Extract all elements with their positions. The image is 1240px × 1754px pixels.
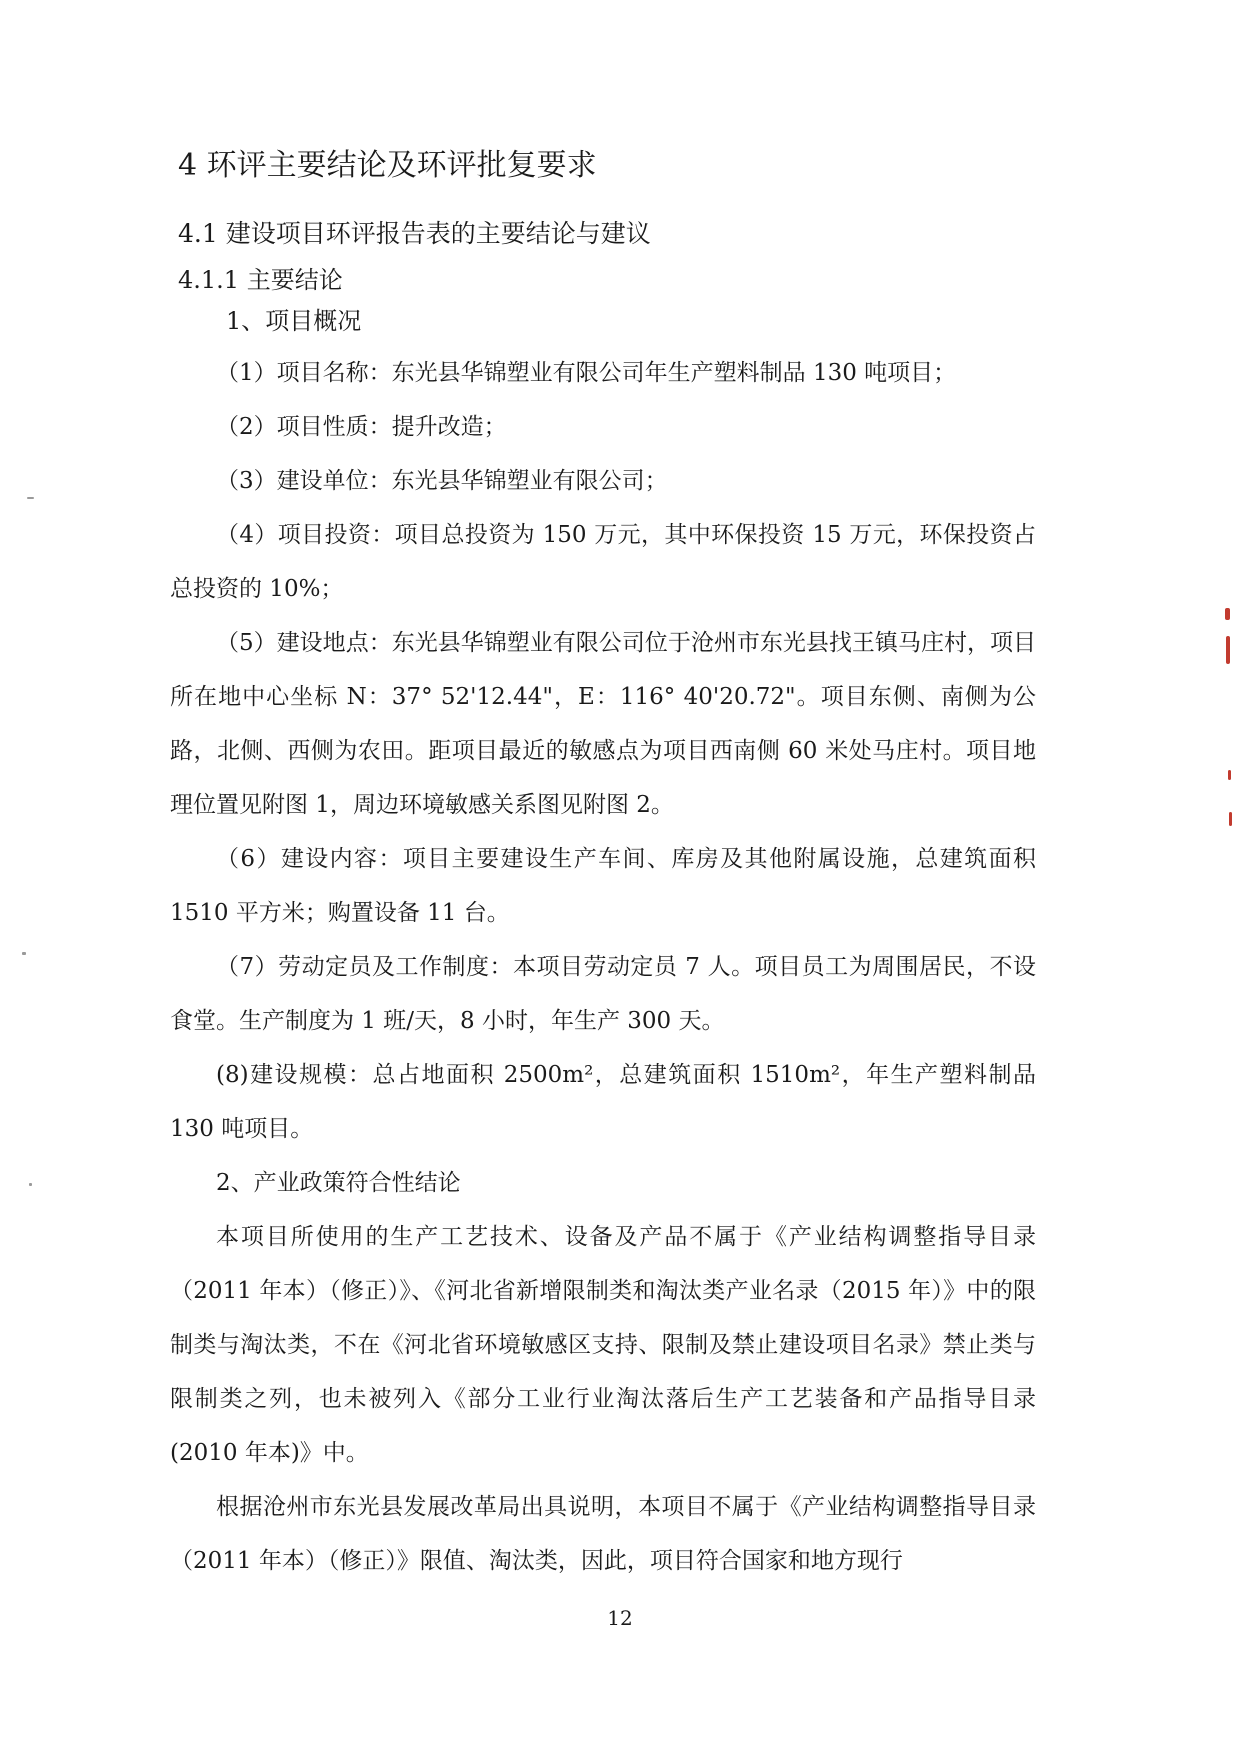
chapter-heading: 4 环评主要结论及环评批复要求	[178, 148, 597, 183]
paragraph-project-nature: （2）项目性质：提升改造；	[216, 414, 507, 440]
paragraph-policy: 本项目所使用的生产工艺技术、设备及产品不属于《产业结构调整指导目录（2011 年本）（修正）》、《河北省新增限制类和淘汰类产业名录（2015 年）》中的限制类与淘汰类，不在《河北省环境敏感区支持、限制及禁止建设项目名录》禁止类与限制类之列，也未被列入《部分工业行业淘汰落后生产工艺装备和产品指导目录(2010 年本)》中。	[170, 1224, 1036, 1466]
paragraph-policy-continued: 根据沧州市东光县发展改革局出具说明，本项目不属于《产业结构调整指导目录（2011 年本）（修正）》限值、淘汰类，因此，项目符合国家和地方现行	[170, 1494, 1036, 1574]
paragraph-construction-unit: （3）建设单位：东光县华锦塑业有限公司；	[216, 468, 668, 494]
scan-mark	[1226, 636, 1230, 664]
scan-mark	[1228, 770, 1231, 780]
paragraph-location: （5）建设地点：东光县华锦塑业有限公司位于沧州市东光县找王镇马庄村，项目所在地中心坐标 N：37° 52'12.44"，E：116° 40'20.72"。项目东侧、南侧为公路，北侧、西侧为农田。距项目最近的敏感点为项目西南侧 60 米处马庄村。项目地理位置见附图 1，周边环境敏感关系图见附图 2。	[170, 630, 1036, 818]
scan-mark	[1225, 608, 1230, 620]
section-heading: 4.1 建设项目环评报告表的主要结论与建议	[178, 219, 651, 248]
subsection-heading: 4.1.1 主要结论	[178, 266, 343, 294]
item-heading: 1、项目概况	[226, 307, 362, 335]
item-heading-policy: 2、产业政策符合性结论	[216, 1170, 461, 1196]
scan-mark	[1229, 812, 1232, 826]
paragraph-investment: （4）项目投资：项目总投资为 150 万元，其中环保投资 15 万元，环保投资占总投资的 10%；	[170, 522, 1036, 602]
paragraph-project-name: （1）项目名称：东光县华锦塑业有限公司年生产塑料制品 130 吨项目；	[216, 360, 957, 386]
paragraph-scale: (8)建设规模：总占地面积 2500m²，总建筑面积 1510m²，年生产塑料制品 130 吨项目。	[170, 1062, 1036, 1142]
page-number: 12	[607, 1606, 633, 1630]
scan-dust	[27, 497, 34, 499]
paragraph-staffing: （7）劳动定员及工作制度：本项目劳动定员 7 人。项目员工为周围居民，不设食堂。生产制度为 1 班/天，8 小时，年生产 300 天。	[170, 954, 1036, 1034]
scan-dust	[22, 952, 26, 955]
paragraph-content: （6）建设内容：项目主要建设生产车间、库房及其他附属设施，总建筑面积 1510 平方米；购置设备 11 台。	[170, 846, 1036, 926]
scan-dust	[29, 1183, 32, 1186]
